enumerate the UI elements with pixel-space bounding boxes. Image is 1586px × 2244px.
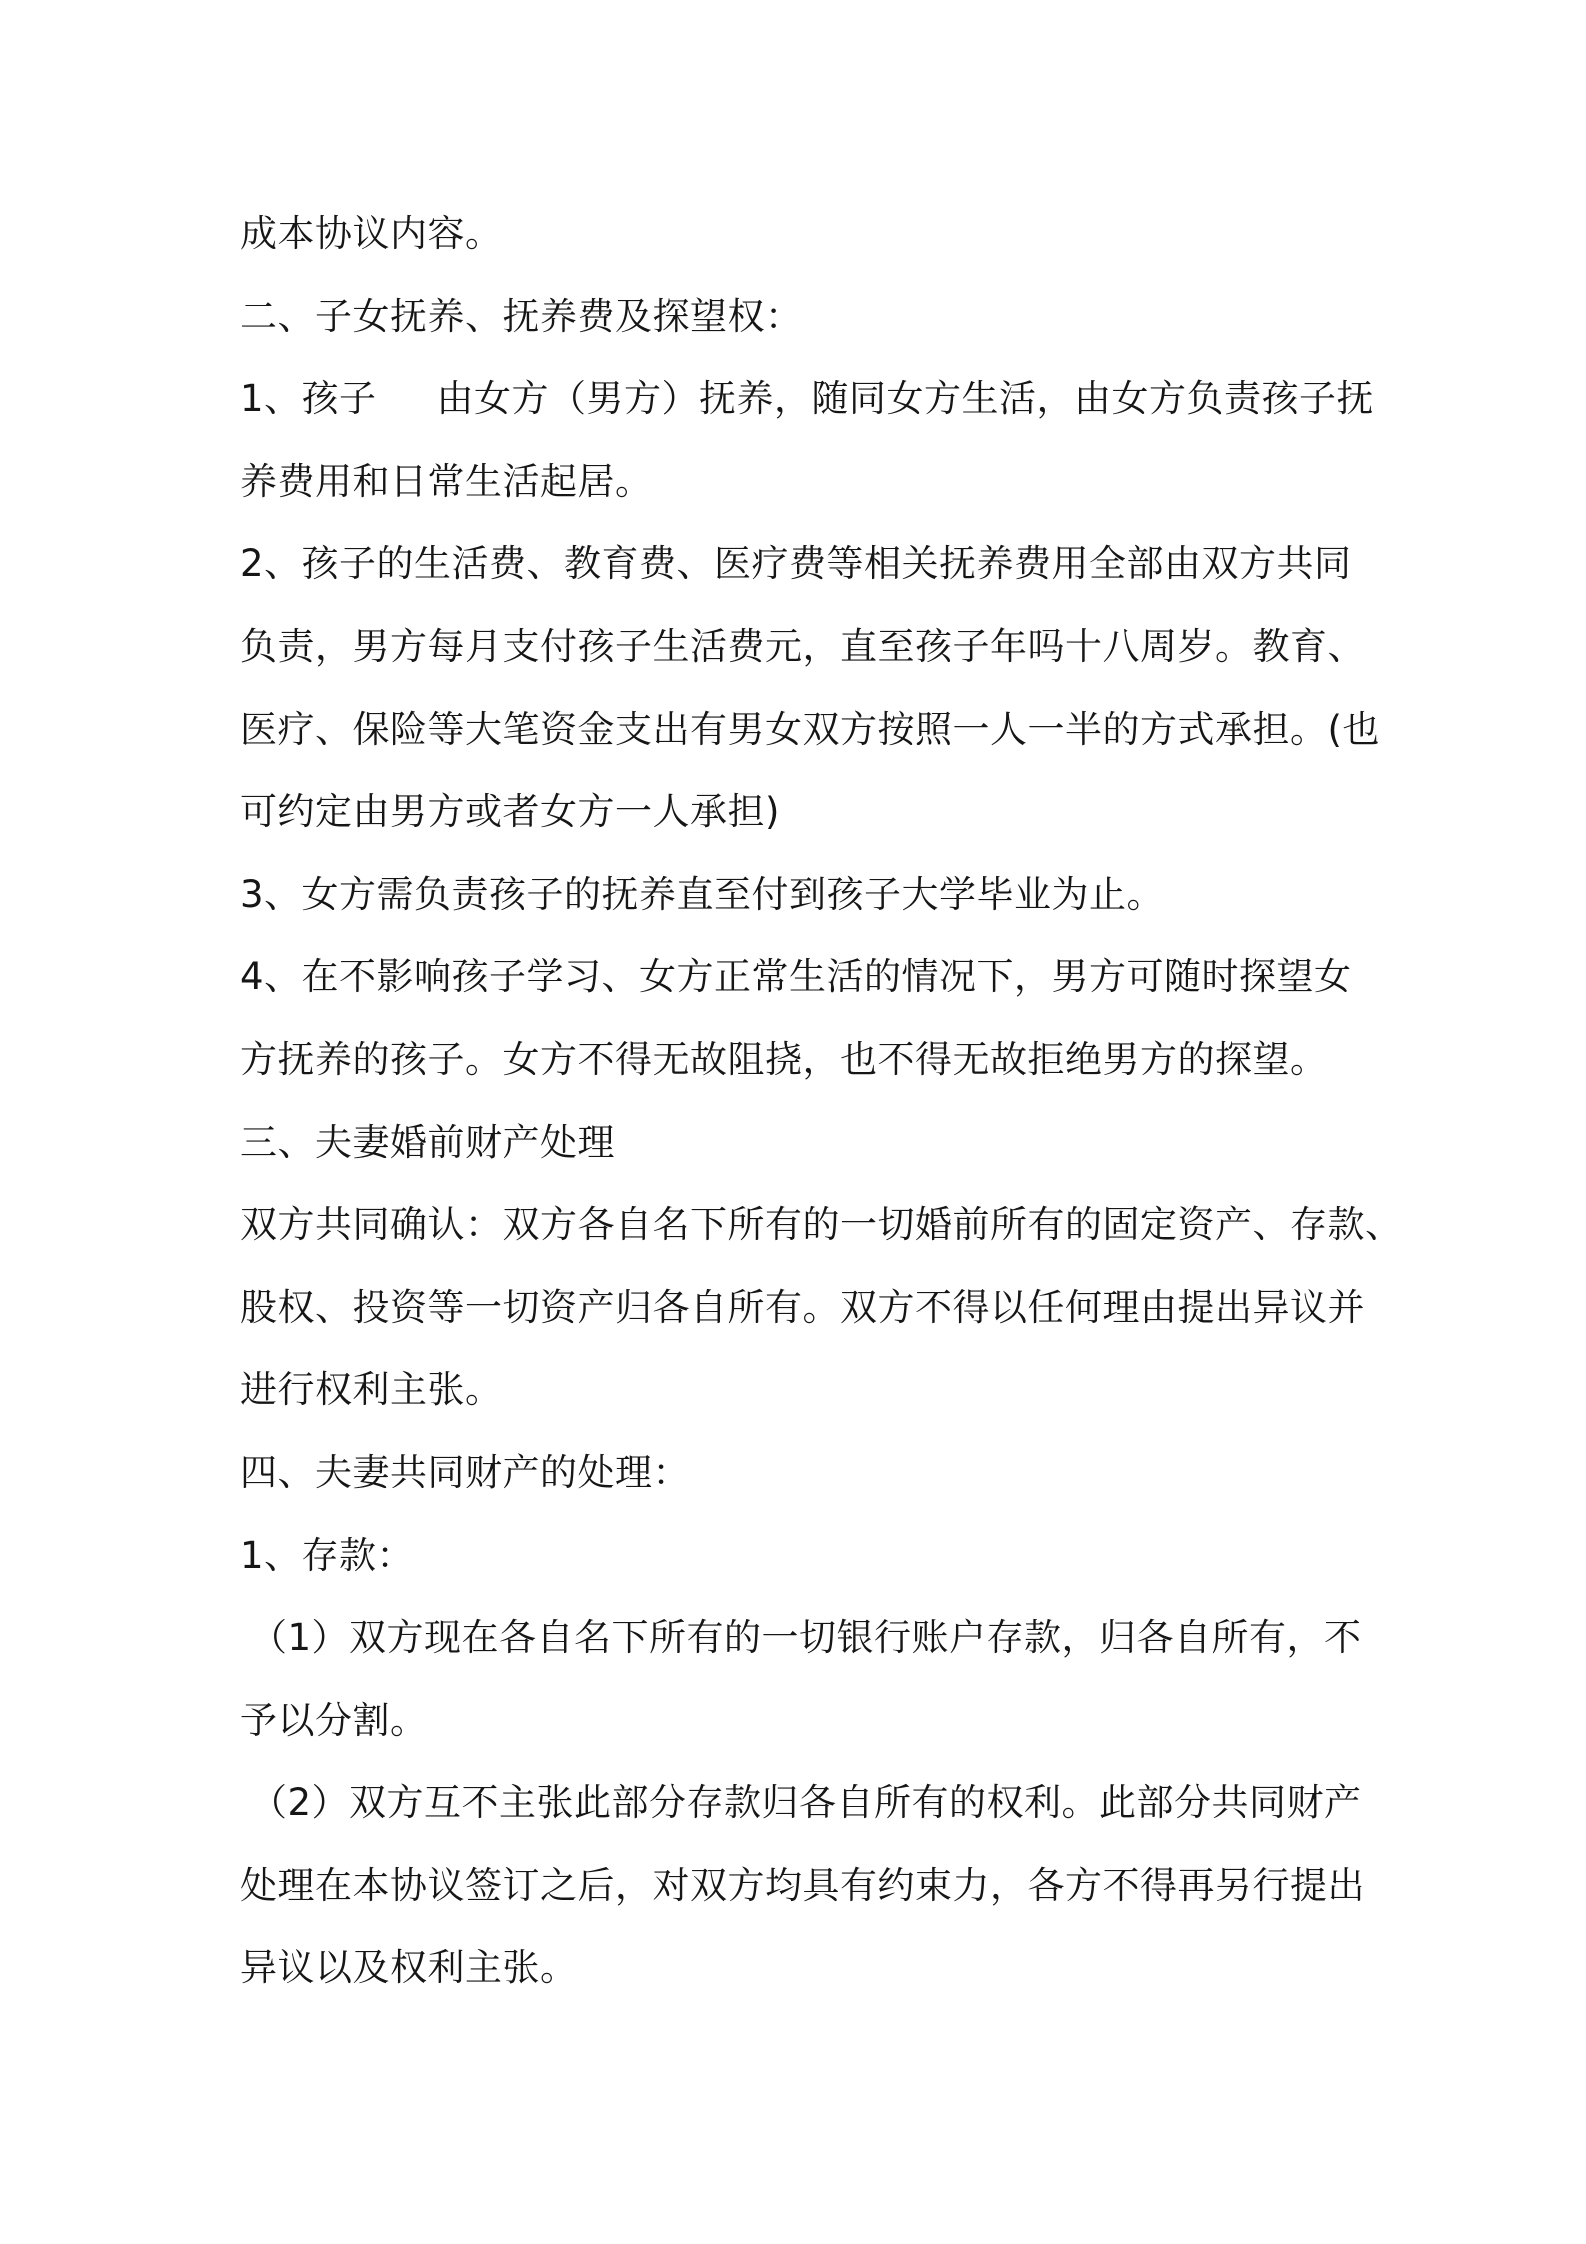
text-line: 双方共同确认：双方各自名下所有的一切婚前所有的固定资产、存款、: [240, 1203, 1403, 1247]
text-line: 方抚养的孩子。女方不得无故阻挠，也不得无故拒绝男方的探望。: [240, 1037, 1328, 1081]
text-line: 负责，男方每月支付孩子生活费元，直至孩子年吗十八周岁。教育、: [240, 624, 1365, 668]
text-line: [240, 358, 1375, 441]
text-line: 予以分割。: [240, 1698, 428, 1742]
line-rest: 由女方（男方）抚养，随同女方生活，由女方负责孩子抚: [436, 377, 1375, 421]
section-heading-joint-property: 四、夫妻共同财产的处理：: [240, 1450, 690, 1494]
text-line: 3、女方需负责孩子的抚养直至付到孩子大学毕业为止。: [240, 872, 1165, 916]
text-line: 异议以及权利主张。: [240, 1946, 578, 1990]
section-heading-premarital-property: 三、夫妻婚前财产处理: [240, 1120, 615, 1164]
text-line: 进行权利主张。: [240, 1368, 503, 1412]
text-line: 养费用和日常生活起居。: [240, 459, 653, 503]
text-line: 股权、投资等一切资产归各自所有。双方不得以任何理由提出异议并: [240, 1285, 1365, 1329]
section-heading-child-custody: 二、子女抚养、抚养费及探望权：: [240, 294, 803, 338]
text-line: 成本协议内容。: [240, 212, 503, 255]
text-line: （1）双方现在各自名下所有的一切银行账户存款，归各自所有，不: [250, 1616, 1362, 1660]
text-line: 2、孩子的生活费、教育费、医疗费等相关抚养费用全部由双方共同: [240, 542, 1352, 586]
document-body: [240, 193, 1403, 2010]
text-line: 可约定由男方或者女方一人承担): [240, 790, 780, 834]
text-line: （2）双方互不主张此部分存款归各自所有的权利。此部分共同财产: [250, 1781, 1362, 1825]
text-line: 医疗、保险等大笔资金支出有男女双方按照一人一半的方式承担。(也: [240, 707, 1380, 751]
line-prefix: 1、孩子: [240, 377, 377, 421]
text-line: 处理在本协议签订之后，对双方均具有约束力，各方不得再另行提出: [240, 1863, 1365, 1907]
text-line: 4、在不影响孩子学习、女方正常生活的情况下，男方可随时探望女: [240, 955, 1352, 999]
text-line: 1、存款：: [240, 1533, 415, 1577]
